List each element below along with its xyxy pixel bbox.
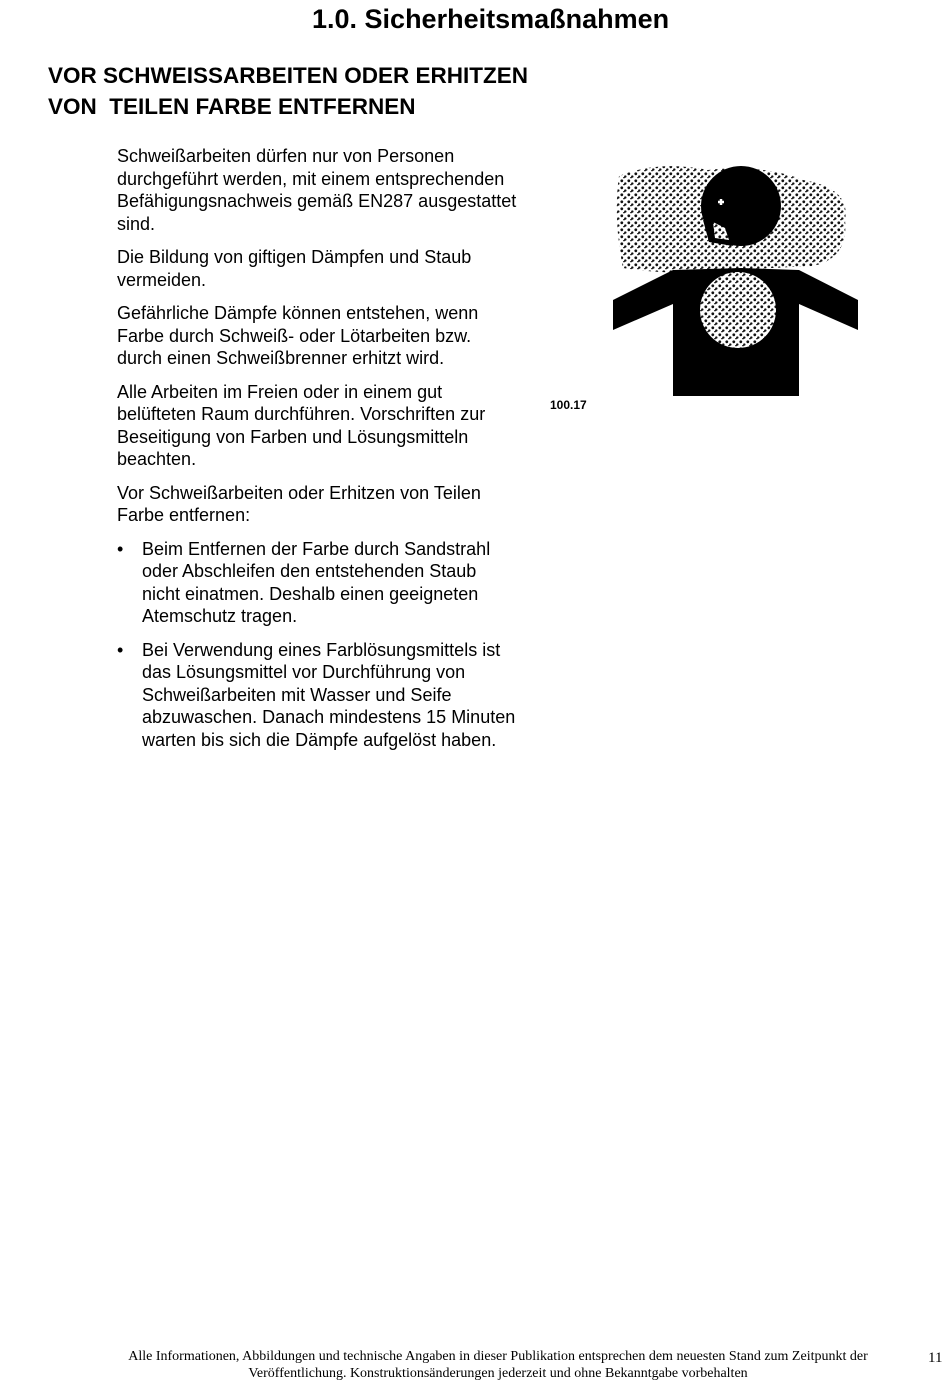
footer-line-2: Veröffentlichung. Konstruktionsänderungen jederzeit und ohne Bekanntgabe vorbehalten — [248, 1366, 748, 1381]
paragraph-dangerous-fumes: Gefährliche Dämpfe können entstehen, wenn Farbe durch Schweiß- oder Lötarbeiten bzw. durch einen Schweißbrenner erhitzt wird. — [117, 303, 479, 368]
bullet-icon: • — [117, 538, 124, 559]
figure-label: 100.17 — [550, 398, 587, 412]
section-title: 1.0. Sicherheitsmaßnahmen — [312, 4, 670, 34]
footer-disclaimer — [100, 1348, 896, 1382]
paragraph-remove-paint: Vor Schweißarbeiten oder Erhitzen von Teilen Farbe entfernen: — [117, 482, 481, 525]
list-item — [117, 538, 517, 628]
heading-line-1: VOR SCHWEISSARBEITEN ODER ERHITZEN — [48, 63, 529, 88]
paragraph-avoid-fumes: Die Bildung von giftigen Dämpfen und Staub vermeiden. — [117, 247, 472, 290]
list-item-text: Beim Entfernen der Farbe durch Sandstrahl oder Abschleifen den entstehenden Staub nicht einatmen. Deshalb einen geeigneten Atemschutz tragen. — [142, 538, 491, 626]
inhalation-hazard-icon — [613, 158, 858, 403]
heading-line-2: VON TEILEN FARBE ENTFERNEN — [48, 94, 416, 119]
page-number: 11 — [928, 1350, 943, 1366]
bullet-icon: • — [117, 639, 124, 660]
body-text — [117, 145, 517, 762]
bullet-list — [117, 538, 517, 752]
paragraph-qualification: Schweißarbeiten dürfen nur von Personen durchgeführt werden, mit einem entsprechenden Befähigungsnachweis gemäß EN287 ausgestattet sind. — [117, 146, 517, 234]
hazard-figure — [548, 158, 858, 420]
list-item-text: Bei Verwendung eines Farblösungsmittels ist das Lösungsmittel vor Durchführung von Schweißarbeiten mit Wasser und Seife abzuwaschen. Danach mindestens 15 Minuten warten bis sich die Dämpfe aufgelöst haben. — [142, 639, 516, 750]
footer-line-1: Alle Informationen, Abbildungen und technische Angaben in dieser Publikation entsprechen dem neuesten Stand zum Zeitpunkt der — [128, 1349, 868, 1364]
main-heading — [48, 60, 528, 122]
paragraph-ventilation: Alle Arbeiten im Freien oder in einem gut belüfteten Raum durchführen. Vorschriften zur Beseitigung von Farben und Lösungsmitteln beachten. — [117, 381, 486, 469]
list-item — [117, 639, 517, 752]
